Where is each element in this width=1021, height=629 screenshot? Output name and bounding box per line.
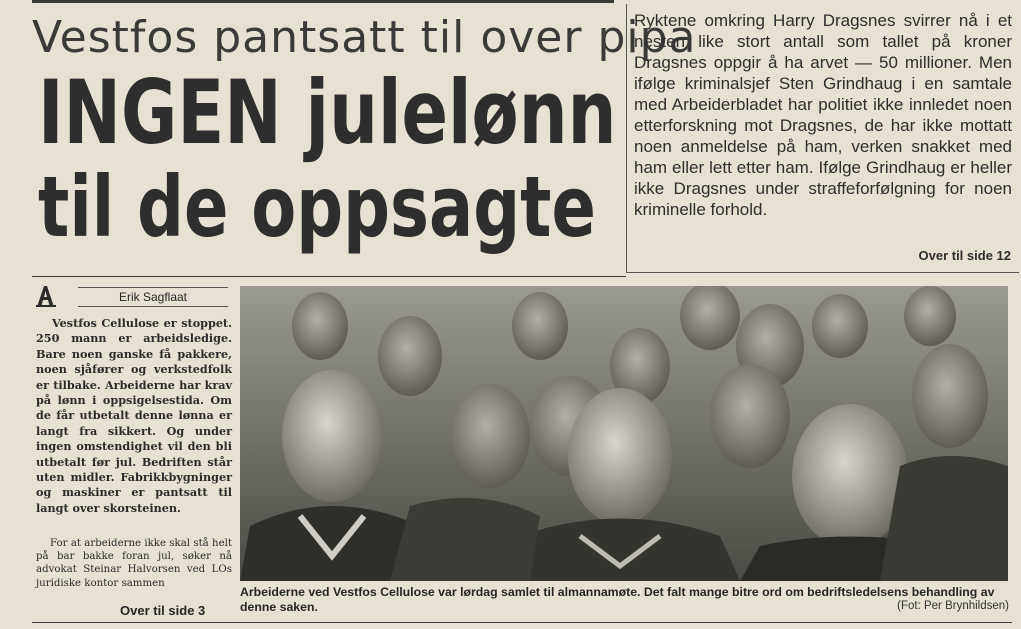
top-rule — [32, 0, 614, 3]
photo-credit: (Fot: Per Brynhildsen) — [897, 600, 1009, 612]
article-body: For at arbeiderne ikke skal stå helt på bar bakke foran jul, søker nå advokat Steinar Halvorsen ved LOs juridiske kontor sammen — [36, 538, 232, 589]
headline-line-2: til de oppsagte — [38, 158, 596, 256]
sidebar-continued: Over til side 12 — [918, 248, 1011, 263]
article-continued: Over til side 3 — [120, 603, 206, 618]
kicker-headline: Vestfos pantsatt til over pipa — [32, 12, 697, 63]
news-photo — [240, 286, 1008, 581]
photo-caption: Arbeiderne ved Vestfos Cellulose var lørdag samlet til almannamøte. Det falt mange bitre ord om bedriftsledelsens behandling av denne saken. — [240, 585, 995, 614]
main-headline — [38, 61, 617, 256]
article-lead: Vestfos Cellulose er stoppet. 250 mann er arbeidsledige. Bare noen ganske få pakkere, noen sjåfører og verkstedfolk er tilbake. Arbeiderne har krav på lønn i oppsigelsestida. Om de får utbetalt denne lønna er langt fra sikkert. Og under ingen omstendighet vil den bli utbetalt før jul. Bedriften står uten midler. Fabrikkbygninger og maskiner er pantsatt til langt over skorsteinen. — [36, 316, 232, 515]
byline-name: Erik Sagflaat — [78, 287, 228, 307]
byline — [34, 283, 234, 309]
bottom-rule — [32, 622, 1012, 623]
headline-line-1: INGEN julelønn — [38, 61, 617, 164]
crowd-photo-image — [240, 286, 1008, 581]
sidebar-text: Ryktene omkring Harry Dragsnes svirrer nå i et nesten like stort antall som tallet på kroner Dragsnes oppgir å ha arvet — 50 millioner. Men ifølge kriminalsjef Sten Grindhaug i en samtale med Arbeiderbladet har politiet ikke innledet noen etterforskning mot Dragsnes, de har ikke mottatt noen anmeldelse på ham, verken snakket med ham eller lett etter ham. Ifølge Grindhaug er heller ikke Dragsnes under straffeforfølgning for noen kriminelle forhold. — [634, 11, 1012, 219]
section-rule — [32, 276, 626, 277]
arbeiderbladet-logo-icon — [34, 283, 58, 309]
